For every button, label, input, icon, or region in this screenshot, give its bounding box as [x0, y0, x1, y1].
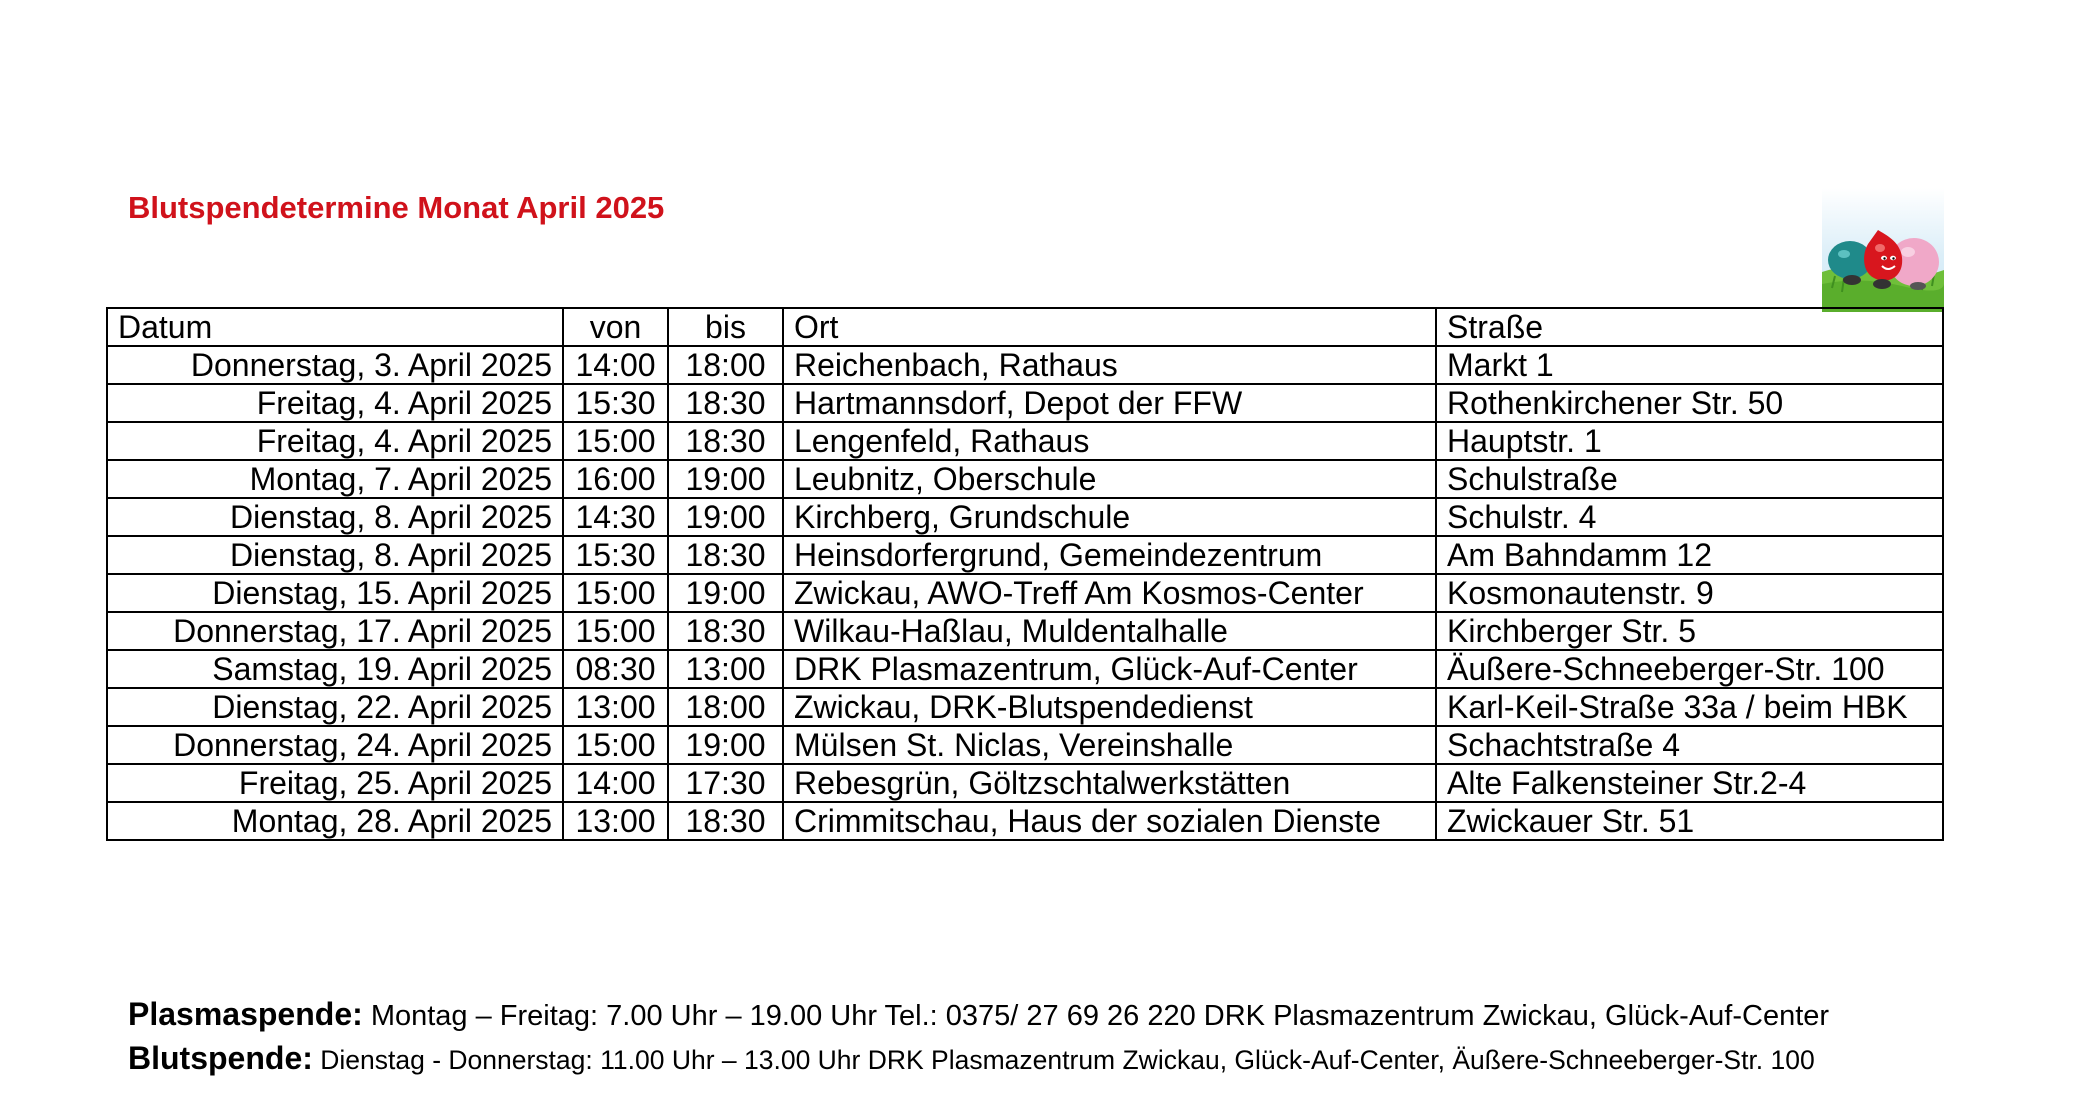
- cell-von: 14:30: [563, 498, 668, 536]
- cell-von: 15:00: [563, 726, 668, 764]
- cell-datum: Montag, 28. April 2025: [107, 802, 563, 840]
- cell-von: 08:30: [563, 650, 668, 688]
- cell-strasse: Markt 1: [1436, 346, 1943, 384]
- cell-strasse: Hauptstr. 1: [1436, 422, 1943, 460]
- table-row: [107, 764, 1943, 802]
- cell-bis: 18:00: [668, 688, 783, 726]
- table-row: [107, 650, 1943, 688]
- cell-strasse: Kosmonautenstr. 9: [1436, 574, 1943, 612]
- cell-datum: Samstag, 19. April 2025: [107, 650, 563, 688]
- cell-ort: Rebesgrün, Göltzschtalwerkstätten: [783, 764, 1436, 802]
- cell-von: 15:00: [563, 574, 668, 612]
- header-ort: Ort: [783, 308, 1436, 346]
- table-header-row: [107, 308, 1943, 346]
- cell-von: 13:00: [563, 802, 668, 840]
- cell-ort: Reichenbach, Rathaus: [783, 346, 1436, 384]
- cell-datum: Montag, 7. April 2025: [107, 460, 563, 498]
- table-row: [107, 726, 1943, 764]
- blood-drop-mascot-icon: [1822, 188, 1944, 312]
- cell-ort: Zwickau, DRK-Blutspendedienst: [783, 688, 1436, 726]
- table-row: [107, 498, 1943, 536]
- cell-datum: Donnerstag, 24. April 2025: [107, 726, 563, 764]
- plasma-donation-label: Plasmaspende:: [128, 996, 363, 1032]
- blood-donation-label: Blutspende:: [128, 1040, 313, 1076]
- cell-bis: 13:00: [668, 650, 783, 688]
- cell-bis: 18:00: [668, 346, 783, 384]
- cell-von: 15:00: [563, 422, 668, 460]
- cell-ort: DRK Plasmazentrum, Glück-Auf-Center: [783, 650, 1436, 688]
- cell-datum: Freitag, 4. April 2025: [107, 384, 563, 422]
- cell-von: 14:00: [563, 346, 668, 384]
- cell-bis: 19:00: [668, 574, 783, 612]
- table-row: [107, 688, 1943, 726]
- cell-strasse: Äußere-Schneeberger-Str. 100: [1436, 650, 1943, 688]
- cell-strasse: Karl-Keil-Straße 33a / beim HBK: [1436, 688, 1943, 726]
- cell-bis: 18:30: [668, 612, 783, 650]
- header-datum: Datum: [107, 308, 563, 346]
- table-row: [107, 802, 1943, 840]
- cell-strasse: Alte Falkensteiner Str.2-4: [1436, 764, 1943, 802]
- plasma-donation-text: Montag – Freitag: 7.00 Uhr – 19.00 Uhr Tel.: 0375/ 27 69 26 220 DRK Plasmazentrum Zwickau, Glück-Auf-Center: [362, 1000, 1830, 1032]
- cell-bis: 19:00: [668, 498, 783, 536]
- table-row: [107, 536, 1943, 574]
- blood-donation-info: [128, 1040, 1815, 1077]
- table-row: [107, 384, 1943, 422]
- cell-strasse: Schachtstraße 4: [1436, 726, 1943, 764]
- header-strasse: Straße: [1436, 308, 1943, 346]
- cell-bis: 17:30: [668, 764, 783, 802]
- cell-datum: Dienstag, 8. April 2025: [107, 498, 563, 536]
- cell-ort: Zwickau, AWO-Treff Am Kosmos-Center: [783, 574, 1436, 612]
- table-row: [107, 422, 1943, 460]
- cell-datum: Freitag, 25. April 2025: [107, 764, 563, 802]
- cell-datum: Dienstag, 22. April 2025: [107, 688, 563, 726]
- cell-strasse: Schulstr. 4: [1436, 498, 1943, 536]
- cell-bis: 18:30: [668, 802, 783, 840]
- cell-datum: Dienstag, 15. April 2025: [107, 574, 563, 612]
- cell-von: 13:00: [563, 688, 668, 726]
- cell-von: 16:00: [563, 460, 668, 498]
- cell-bis: 19:00: [668, 726, 783, 764]
- page-title: Blutspendetermine Monat April 2025: [128, 190, 665, 225]
- cell-ort: Hartmannsdorf, Depot der FFW: [783, 384, 1436, 422]
- header-von: von: [563, 308, 668, 346]
- cell-bis: 18:30: [668, 422, 783, 460]
- table-row: [107, 346, 1943, 384]
- blood-donation-text: Dienstag - Donnerstag: 11.00 Uhr – 13.00 Uhr DRK Plasmazentrum Zwickau, Glück-Auf-Center, Äußere-Schneeberger-Str. 100: [312, 1045, 1815, 1075]
- cell-ort: Leubnitz, Oberschule: [783, 460, 1436, 498]
- table-row: [107, 574, 1943, 612]
- cell-bis: 18:30: [668, 384, 783, 422]
- blood-donation-schedule-table: [106, 307, 1944, 841]
- cell-ort: Crimmitschau, Haus der sozialen Dienste: [783, 802, 1436, 840]
- cell-ort: Wilkau-Haßlau, Muldentalhalle: [783, 612, 1436, 650]
- header-bis: bis: [668, 308, 783, 346]
- table-row: [107, 460, 1943, 498]
- cell-strasse: Schulstraße: [1436, 460, 1943, 498]
- cell-ort: Kirchberg, Grundschule: [783, 498, 1436, 536]
- cell-datum: Donnerstag, 3. April 2025: [107, 346, 563, 384]
- cell-datum: Dienstag, 8. April 2025: [107, 536, 563, 574]
- cell-datum: Freitag, 4. April 2025: [107, 422, 563, 460]
- cell-ort: Heinsdorfergrund, Gemeindezentrum: [783, 536, 1436, 574]
- cell-von: 15:30: [563, 384, 668, 422]
- cell-von: 14:00: [563, 764, 668, 802]
- cell-ort: Mülsen St. Niclas, Vereinshalle: [783, 726, 1436, 764]
- plasma-donation-info: [128, 996, 1829, 1033]
- cell-von: 15:30: [563, 536, 668, 574]
- cell-von: 15:00: [563, 612, 668, 650]
- cell-bis: 18:30: [668, 536, 783, 574]
- cell-strasse: Am Bahndamm 12: [1436, 536, 1943, 574]
- cell-datum: Donnerstag, 17. April 2025: [107, 612, 563, 650]
- cell-bis: 19:00: [668, 460, 783, 498]
- cell-strasse: Rothenkirchener Str. 50: [1436, 384, 1943, 422]
- cell-strasse: Kirchberger Str. 5: [1436, 612, 1943, 650]
- table-row: [107, 612, 1943, 650]
- cell-strasse: Zwickauer Str. 51: [1436, 802, 1943, 840]
- cell-ort: Lengenfeld, Rathaus: [783, 422, 1436, 460]
